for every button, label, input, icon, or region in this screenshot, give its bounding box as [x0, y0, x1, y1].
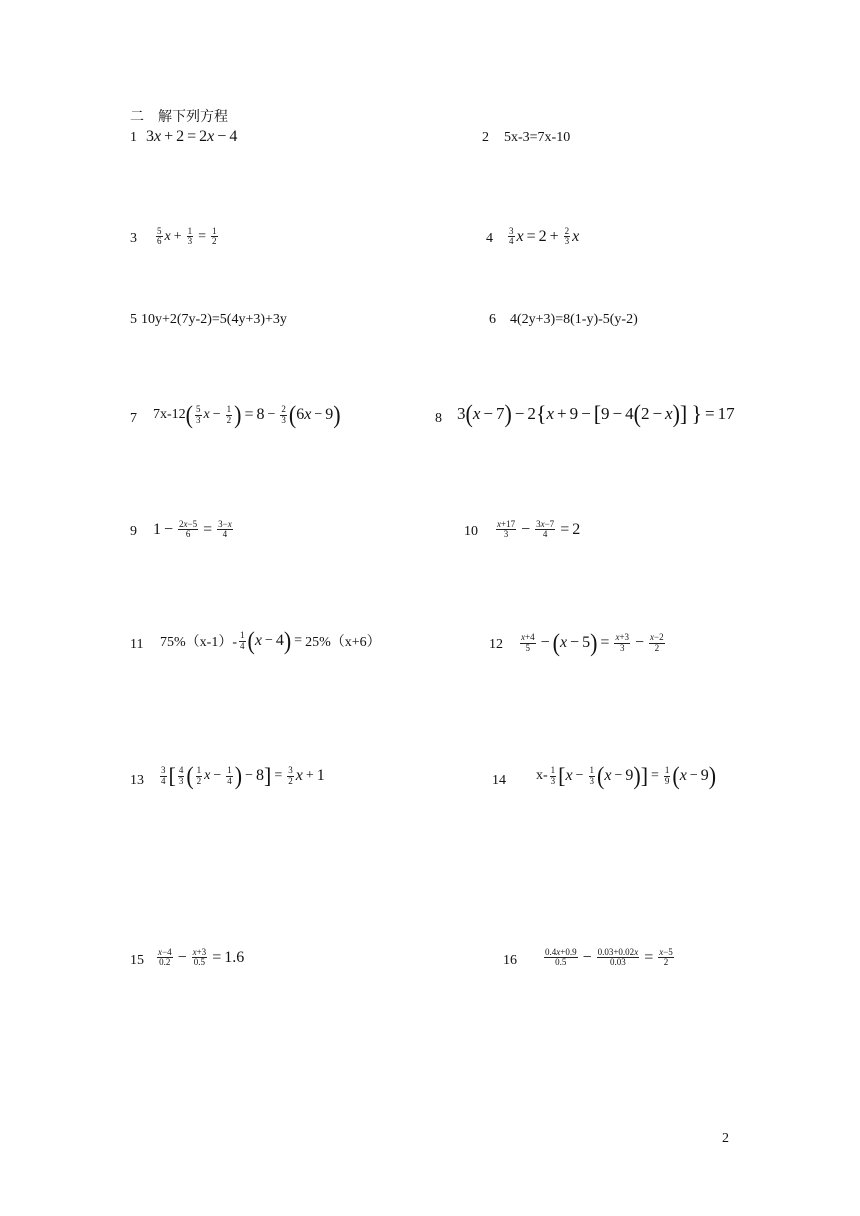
problem-equation: 10y+2(7y-2)=5(4y+3)+3y — [141, 312, 287, 327]
problem-number: 13 — [130, 773, 144, 788]
problem-equation: $\frac{5}{6}$ x + $\frac{1}{3}$ = $\frac{1}{2}$ — [157, 226, 217, 247]
section-title: 二 解下列方程 — [130, 110, 228, 125]
problem-number: 12 — [489, 637, 503, 652]
problem-equation: 7x-12 ( $\frac{5}{3}$ x − $\frac{1}{2}$ ) = 8 − $\frac{2}{3}$ ( 6x − 9 ) — [153, 400, 341, 429]
problem-equation: $\frac{x+4}{5}$ − ( x − 5 ) = $\frac{x+3}{3}$ − $\frac{x-2}{2}$ — [521, 628, 664, 657]
problem-number: 2 — [482, 130, 489, 145]
problem-number: 8 — [435, 411, 442, 426]
problem-number: 1 — [130, 130, 137, 145]
problem-number: 14 — [492, 773, 506, 788]
problem-equation: $\frac{3}{4}$ x = 2 + $\frac{2}{3}$ x — [509, 226, 580, 247]
problem-number: 6 — [489, 312, 496, 327]
problem-number: 7 — [130, 411, 137, 426]
problem-equation: $\frac{3}{4}$ [ $\frac{4}{3}$ ( $\frac{1}{2}$ x − $\frac{1}{4}$ ) − 8 ] = $\frac{3}{2}$ x + 1 — [161, 761, 325, 790]
problem-prefix: x- — [536, 768, 548, 783]
problem-equation: 3 x + 2 = 2 x − 4 — [146, 128, 238, 145]
problem-equation: 5x-3=7x-10 — [504, 130, 571, 145]
problem-equation: 4(2y+3)=8(1-y)-5(y-2) — [510, 312, 638, 327]
problem-equation: $\frac{x-4}{0.2}$ − $\frac{x+3}{0.5}$ = 1.6 — [158, 947, 245, 968]
problem-number: 15 — [130, 953, 144, 968]
problem-number: 16 — [503, 953, 517, 968]
problem-equation: x- $\frac{1}{3}$ [ x − $\frac{1}{3}$ ( x − 9 ) ] = $\frac{1}{9}$ ( x − 9 ) — [536, 761, 717, 790]
problem-equation: $\frac{x+17}{3}$ − $\frac{3x-7}{4}$ = 2 — [497, 519, 581, 540]
problem-equation: 1 − $\frac{2x-5}{6}$ = $\frac{3-x}{4}$ — [153, 519, 232, 540]
problem-number: 5 — [130, 312, 137, 327]
problem-suffix: 25%（x+6） — [305, 635, 381, 650]
problem-equation: 3 ( x − 7 ) − 2 { x + 9 − [ 9 − 4 ( 2 − x ) ] } = 17 — [457, 399, 735, 428]
page-number: 2 — [722, 1131, 729, 1146]
problem-equation: $\frac{0.4x+0.9}{0.5}$ − $\frac{0.03+0.02x}{0.03}$ = $\frac{x-5}{2}$ — [545, 947, 673, 968]
problem-number: 10 — [464, 524, 478, 539]
problem-number: 3 — [130, 231, 137, 246]
problem-equation: 75%（x-1）- $\frac{1}{4}$ ( x − 4 ) = 25%（x+6） — [160, 626, 381, 655]
problem-prefix: 7x-12 — [153, 407, 186, 422]
problem-prefix: 75%（x-1）- — [160, 635, 237, 650]
problem-number: 4 — [486, 231, 493, 246]
problem-number: 9 — [130, 524, 137, 539]
problem-number: 11 — [130, 637, 144, 652]
